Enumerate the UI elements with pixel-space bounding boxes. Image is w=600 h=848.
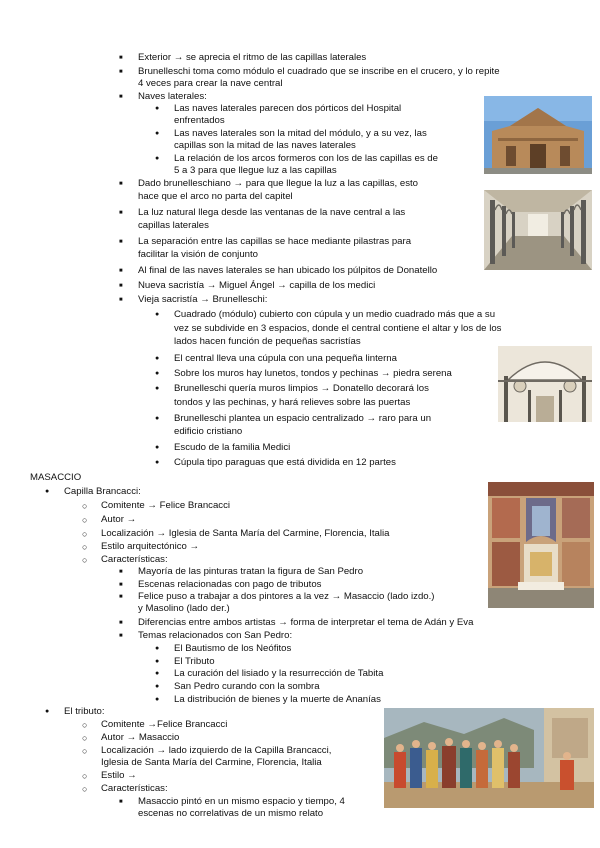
text-line: tondos y las pechinas, y hará relieves sobre las puertas [174, 397, 411, 408]
text-line: ● Cuadrado (módulo) cubierto con cúpula y un medio cuadrado más que a su [174, 309, 495, 321]
text-line: ● El central lleva una cúpula con una pequeña linterna [174, 353, 397, 365]
text-line: ● Las naves laterales son la mitad del módulo, y a su vez, las [174, 128, 427, 140]
text-line: ■ Brunelleschi toma como módulo el cuadrado que se inscribe en el crucero, y lo repite [138, 66, 500, 78]
text-line: capillas laterales [138, 220, 209, 231]
nave-interior-photo [484, 190, 592, 270]
text-line: vez se subdivide en 3 espacios, donde el central contiene el altar y los de los [174, 323, 502, 334]
text-line: ■ Temas relacionados con San Pedro: [138, 630, 292, 642]
text-line: ● El tributo: [64, 706, 105, 718]
text-line: ○ Características: [101, 554, 168, 566]
text-line: ○ Comitente → Felice Brancacci [101, 500, 230, 512]
text-line: 4 veces para crear la nave central [138, 78, 283, 89]
text-line: ● Brunelleschi plantea un espacio centralizado → raro para un [174, 413, 431, 425]
text-line: ■ Nueva sacristía → Miguel Ángel → capilla de los medici [138, 280, 375, 292]
text-line: facilitar la visión de conjunto [138, 249, 258, 260]
text-line: ● Capilla Brancacci: [64, 486, 141, 498]
text-line: ■ Naves laterales: [138, 91, 207, 103]
text-line: ● Las naves laterales parecen dos pórticos del Hospital [174, 103, 401, 115]
text-line: enfrentados [174, 115, 225, 126]
text-line: ● Escudo de la familia Medici [174, 442, 290, 454]
text-line: ● Sobre los muros hay lunetos, tondos y pechinas → piedra serena [174, 368, 452, 380]
brancacci-chapel-photo [488, 482, 594, 608]
church-facade-photo [484, 96, 592, 174]
text-line: Iglesia de Santa María del Carmine, Florencia, Italia [101, 757, 322, 768]
text-line: 5 a 3 para que llegue luz a las capillas [174, 165, 337, 176]
text-line: ■ Escenas relacionadas con pago de tributos [138, 579, 321, 591]
text-line: ■ Vieja sacristía → Brunelleschi: [138, 294, 267, 306]
text-line: ■ Masaccio pintó en un mismo espacio y tiempo, 4 [138, 796, 345, 808]
text-line: escenas no correlativas de un mismo relato [138, 808, 324, 819]
text-line: ○ Características: [101, 783, 168, 795]
text-line: ○ Autor → [101, 514, 136, 526]
text-line: ○ Estilo → [101, 770, 137, 782]
text-line: ● El Tributo [174, 656, 215, 668]
text-line: ● La distribución de bienes y la muerte de Ananías [174, 694, 381, 706]
text-line: ■ Al final de las naves laterales se han ubicado los púlpitos de Donatello [138, 265, 437, 277]
old-sacristy-photo [498, 346, 592, 422]
text-line: hace que el arco no parta del capitel [138, 191, 293, 202]
text-line: ● San Pedro curando con la sombra [174, 681, 320, 693]
text-line: ○ Estilo arquitectónico → [101, 541, 199, 553]
section-heading: MASACCIO [30, 472, 82, 483]
tribute-fresco-photo [384, 708, 594, 808]
text-line: ○ Autor → Masaccio [101, 732, 179, 744]
text-line: ■ Mayoría de las pinturas tratan la figura de San Pedro [138, 566, 363, 578]
text-line: ■ Exterior → se aprecia el ritmo de las capillas laterales [138, 52, 366, 64]
text-line: ■ La separación entre las capillas se hace mediante pilastras para [138, 236, 411, 248]
text-line: lados hacen función de pequeñas sacristías [174, 336, 361, 347]
text-line: ■ Felice puso a trabajar a dos pintores a la vez → Masaccio (lado izdo.) [138, 591, 434, 603]
text-line: ■ Dado brunelleschiano → para que llegue la luz a las capillas, esto [138, 178, 418, 190]
text-line: edificio cristiano [174, 426, 243, 437]
text-line: ○ Localización → lado izquierdo de la Capilla Brancacci, [101, 745, 331, 757]
text-line: ○ Comitente →Felice Brancacci [101, 719, 227, 731]
text-line: ● La relación de los arcos formeros con los de las capillas es de [174, 153, 438, 165]
text-line: y Masolino (lado der.) [138, 603, 230, 614]
text-line: ○ Localización → Iglesia de Santa María del Carmine, Florencia, Italia [101, 528, 390, 540]
text-line: ● Cúpula tipo paraguas que está dividida en 12 partes [174, 457, 396, 469]
text-line: ● La curación del lisiado y la resurrección de Tabita [174, 668, 383, 680]
text-line: ■ La luz natural llega desde las ventanas de la nave central a las [138, 207, 405, 219]
text-line: capillas son la mitad de las naves laterales [174, 140, 356, 151]
text-line: ● El Bautismo de los Neófitos [174, 643, 291, 655]
text-line: ■ Diferencias entre ambos artistas → forma de interpretar el tema de Adán y Eva [138, 617, 473, 629]
text-line: ● Brunelleschi quería muros limpios → Donatello decorará los [174, 383, 429, 395]
